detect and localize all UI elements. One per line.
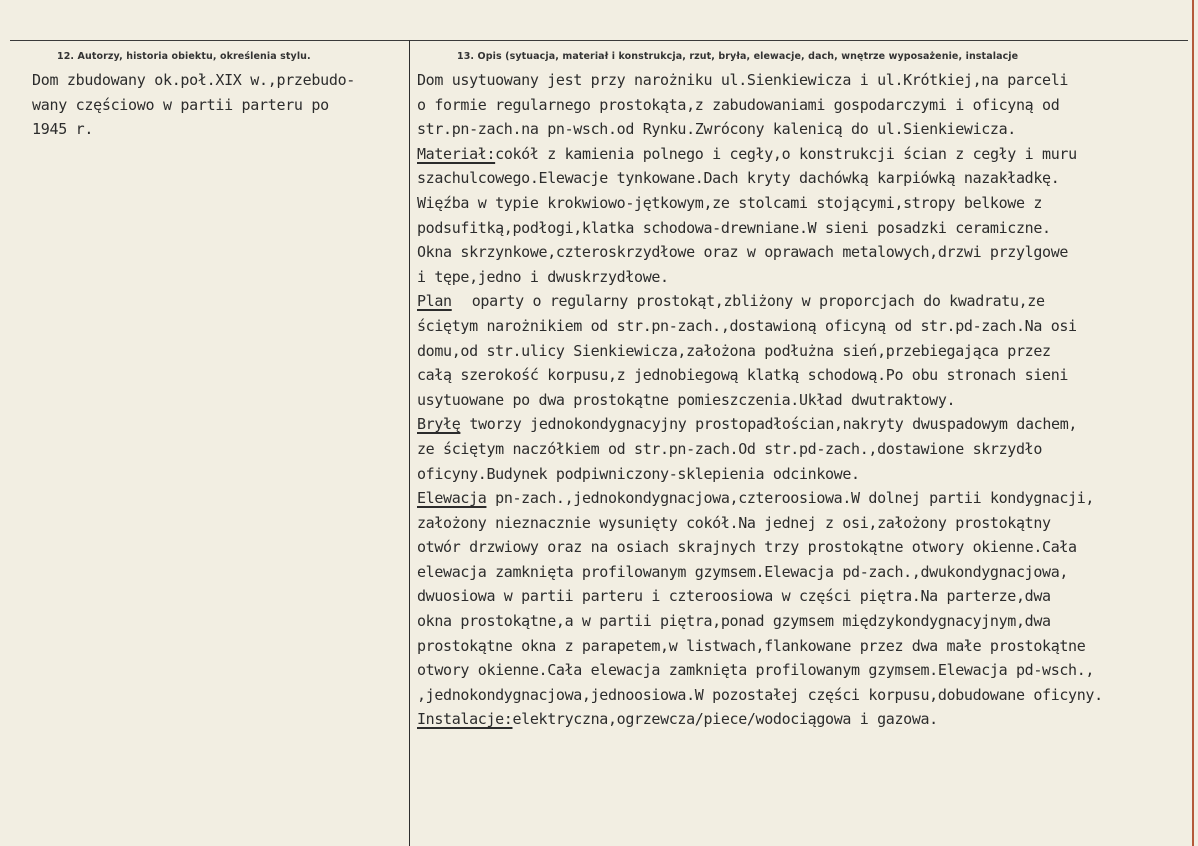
text-line: założony nieznacznie wysunięty cokół.Na jednej z osi,założony prostokątny bbox=[417, 513, 1051, 532]
text-line: szachulcowego.Elewacje tynkowane.Dach kryty dachówką karpiówką nazakładkę. bbox=[417, 169, 1060, 188]
description-text bbox=[417, 68, 1187, 732]
text-line: i tępe,jedno i dwuskrzydłowe. bbox=[417, 267, 669, 286]
text-line: całą szerokość korpusu,z jednobiegową klatką schodową.Po obu stronach sieni bbox=[417, 366, 1069, 385]
text-line: otwory okienne.Cała elewacja zamknięta profilowanym gzymsem.Elewacja pd-wsch., bbox=[417, 661, 1095, 680]
text-line: o formie regularnego prostokąta,z zabudowaniami gospodarczymi i oficyną od bbox=[417, 95, 1060, 114]
text-line: str.pn-zach.na pn-wsch.od Rynku.Zwrócony kalenicą do ul.Sienkiewicza. bbox=[417, 120, 1016, 139]
text-line bbox=[417, 486, 1187, 511]
text-line: dwuosiowa w partii parteru i czteroosiowa w części piętra.Na parterze,dwa bbox=[417, 587, 1051, 606]
text-span: tworzy jednokondygnacyjny prostopadłościan,nakryty dwuspadowym dachem, bbox=[469, 415, 1078, 434]
authors-history-text bbox=[32, 68, 404, 142]
section-13-heading: 13. Opis (sytuacja, materiał i konstrukcja, rzut, bryła, elewacje, dach, wnętrze wyposażenie, instalacje bbox=[457, 51, 1019, 62]
text-line bbox=[417, 412, 1187, 437]
text-line: elewacja zamknięta profilowanym gzymsem.Elewacja pd-zach.,dwukondygnacjowa, bbox=[417, 562, 1069, 581]
top-rule bbox=[10, 40, 1188, 41]
form-keyword: Bryłę bbox=[417, 415, 461, 434]
text-line: usytuowane po dwa prostokątne pomieszczenia.Układ dwutraktowy. bbox=[417, 390, 956, 409]
text-line: Okna skrzynkowe,czteroskrzydłowe oraz w oprawach metalowych,drzwi przylgowe bbox=[417, 243, 1069, 262]
text-line: Dom zbudowany ok.poł.XIX w.,przebudo- bbox=[32, 71, 356, 89]
text-line bbox=[417, 707, 1187, 732]
card-edge bbox=[1192, 0, 1194, 846]
text-line: ,jednokondygnacjowa,jednoosiowa.W pozostałej części korpusu,dobudowane oficyny. bbox=[417, 685, 1103, 704]
column-divider bbox=[409, 40, 410, 846]
text-line bbox=[417, 142, 1187, 167]
text-line: otwór drzwiowy oraz na osiach skrajnych trzy prostokątne otwory okienne.Cała bbox=[417, 538, 1077, 557]
text-span: oparty o regularny prostokąt,zbliżony w proporcjach do kwadratu,ze bbox=[471, 292, 1045, 311]
text-line: oficyny.Budynek podpiwniczony-sklepienia odcinkowe. bbox=[417, 464, 860, 483]
text-line: wany częściowo w partii parteru po bbox=[32, 95, 329, 114]
material-keyword: Materiał: bbox=[417, 144, 496, 163]
text-line bbox=[417, 289, 1187, 314]
text-line: prostokątne okna z parapetem,w listwach,flankowane przez dwa małe prostokątne bbox=[417, 636, 1086, 655]
elevation-keyword: Elewacja bbox=[417, 489, 487, 508]
section-12-heading: 12. Autorzy, historia obiektu, określenia stylu. bbox=[57, 51, 311, 62]
text-line: okna prostokątne,a w partii piętra,ponad gzymsem międzykondygnacyjnym,dwa bbox=[417, 612, 1051, 631]
text-line: Dom usytuowany jest przy narożniku ul.Sienkiewicza i ul.Krótkiej,na parceli bbox=[417, 71, 1069, 89]
text-span: pn-zach.,jednokondygnacjowa,czteroosiowa.W dolnej partii kondygnacji, bbox=[486, 489, 1095, 508]
text-line: Więźba w typie krokwiowo-jętkowym,ze stolcami stojącymi,stropy belkowe z bbox=[417, 193, 1043, 212]
text-line: domu,od str.ulicy Sienkiewicza,założona podłużna sień,przebiegająca przez bbox=[417, 341, 1051, 360]
text-line: 1945 r. bbox=[32, 120, 94, 139]
plan-keyword: Plan bbox=[417, 292, 452, 311]
text-line: ściętym narożnikiem od str.pn-zach.,dostawioną oficyną od str.pd-zach.Na osi bbox=[417, 316, 1077, 335]
text-line: podsufitką,podłogi,klatka schodowa-drewniane.W sieni posadzki ceramiczne. bbox=[417, 218, 1051, 237]
text-line: ze ściętym naczółkiem od str.pn-zach.Od str.pd-zach.,dostawione skrzydło bbox=[417, 439, 1043, 458]
text-span: elektryczna,ogrzewcza/piece/wodociągowa i gazowa. bbox=[512, 710, 938, 729]
installations-keyword: Instalacje: bbox=[417, 710, 513, 729]
text-span: cokół z kamienia polnego i cegły,o konstrukcji ścian z cegły i muru bbox=[495, 144, 1077, 163]
